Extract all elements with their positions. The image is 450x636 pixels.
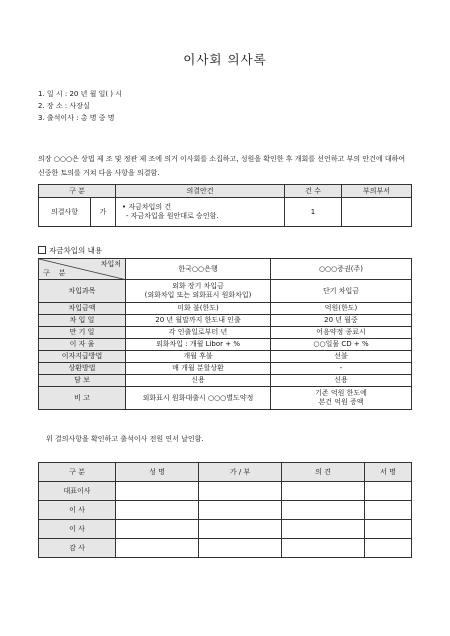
agenda-table (38, 184, 412, 227)
loan-row-securities-value: 선불 (271, 351, 412, 363)
agenda-header-count: 건 수 (285, 185, 342, 198)
sign-row (39, 482, 412, 501)
agenda-item-line1: • 자금차입의 건 (122, 203, 172, 211)
loan-col-securities: ○○○증권(주) (271, 259, 412, 280)
sign-name-cell[interactable] (116, 482, 199, 501)
agenda-item-cell (116, 198, 285, 227)
agenda-count: 1 (285, 198, 342, 227)
loan-row-label: 만 기 일 (39, 327, 126, 339)
loan-row-securities-value: 단기 차입금 (271, 280, 412, 303)
info-attendance-line: 3. 출석이사 : 총 명 중 명 (38, 114, 115, 122)
loan-diagonal-header (39, 259, 126, 280)
loan-row-bank-value: 미화 불(한도) (126, 303, 271, 315)
loan-row (39, 339, 412, 351)
sign-opinion-cell[interactable] (282, 520, 365, 539)
sign-header-category: 구 분 (39, 463, 116, 482)
agenda-row-ga: 가 (99, 207, 107, 216)
sign-signature-cell[interactable] (365, 520, 412, 539)
sign-vote-cell[interactable] (199, 501, 282, 520)
sign-vote-cell[interactable] (199, 482, 282, 501)
sign-opinion-cell[interactable] (282, 501, 365, 520)
section-loan-title (38, 245, 102, 256)
agenda-header-dept: 부의부서 (342, 185, 412, 198)
loan-row-bank-value: 외화차입 : 개월 Libor + % (126, 339, 271, 351)
loan-row-securities-value: - (271, 363, 412, 375)
loan-row (39, 375, 412, 387)
loan-row-label: 상환방법 (39, 363, 126, 375)
loan-row-label: 이 자 율 (39, 339, 126, 351)
closing-statement: 위 결의사항을 확인하고 출석이사 전원 연서 날인함. (46, 435, 204, 443)
square-bullet-icon (38, 246, 46, 254)
sign-row-label: 이 사 (39, 501, 116, 520)
document-title: 이사회 의사록 (183, 52, 267, 67)
loan-row-bank-value: 20 년 월말까지 한도내 인출 (126, 315, 271, 327)
sign-signature-cell[interactable] (365, 501, 412, 520)
signature-table (38, 462, 412, 558)
loan-row (39, 387, 412, 410)
loan-row-securities-value: 20 년 월중 (271, 315, 412, 327)
sign-name-cell[interactable] (116, 539, 199, 558)
loan-header-lender: 차입처 (100, 260, 121, 268)
loan-row (39, 303, 412, 315)
agenda-header-item: 의결안건 (116, 185, 285, 198)
loan-row (39, 351, 412, 363)
agenda-dept (342, 198, 412, 227)
sign-row-label: 대표이사 (39, 482, 116, 501)
sign-opinion-cell[interactable] (282, 539, 365, 558)
loan-row-securities-value: 신용 (271, 375, 412, 387)
sign-row (39, 520, 412, 539)
info-date-line: 1. 일 시 : 20 년 월 일( ) 시 (38, 90, 123, 98)
sign-signature-cell[interactable] (365, 539, 412, 558)
agenda-header-category: 구 분 (39, 185, 116, 198)
loan-row-bank-value: 신용 (126, 375, 271, 387)
sign-row-label: 감 사 (39, 539, 116, 558)
loan-row-securities-value: 기존 억원 한도에 본건 억원 증액 (271, 387, 412, 410)
sign-opinion-cell[interactable] (282, 482, 365, 501)
loan-row (39, 363, 412, 375)
sign-signature-cell[interactable] (365, 482, 412, 501)
loan-row (39, 280, 412, 303)
loan-row-label: 차입과목 (39, 280, 126, 303)
loan-row-label: 차 입 일 (39, 315, 126, 327)
loan-row-label: 비 고 (39, 387, 126, 410)
agenda-item-line2: - 자금차입을 원안대로 승인함. (126, 212, 219, 220)
loan-row-bank-value: 외화 장기 차입금 (외화차입 또는 외화표시 원화차입) (126, 280, 271, 303)
loan-row-bank-value: 각 인출일로부터 년 (126, 327, 271, 339)
loan-header-category: 구 분 (43, 269, 66, 277)
loan-row-label: 차입금액 (39, 303, 126, 315)
sign-header-name: 성 명 (116, 463, 199, 482)
intro-paragraph: 의장 ○○○은 상법 제 조 및 정관 제 조에 의거 이사회를 소집하고, 성원을 확인한 후 개회를 선언하고 부의 안건에 대하여 신중한 토의를 거쳐 다음 사항을 의결함. (38, 155, 406, 177)
loan-row-securities-value: ○○일물 CD + % (271, 339, 412, 351)
sign-header-signature: 서 명 (365, 463, 412, 482)
section-loan-label: 자금차입의 내용 (49, 246, 103, 255)
loan-row-label: 이자지급방법 (39, 351, 126, 363)
sign-vote-cell[interactable] (199, 539, 282, 558)
loan-row-bank-value: 외화표시 원화대출시 ○○○별도약정 (126, 387, 271, 410)
loan-row-securities-value: 억원(한도) (271, 303, 412, 315)
sign-header-vote: 가 / 부 (199, 463, 282, 482)
sign-name-cell[interactable] (116, 520, 199, 539)
sign-row (39, 501, 412, 520)
loan-row-label: 담 보 (39, 375, 126, 387)
loan-row-securities-value: 어음약정 종료시 (271, 327, 412, 339)
loan-row (39, 327, 412, 339)
loan-table (38, 258, 412, 410)
loan-row-bank-value: 매 개월 분할상환 (126, 363, 271, 375)
info-place-line: 2. 장 소 : 사장실 (38, 102, 90, 110)
sign-header-opinion: 의 견 (282, 463, 365, 482)
agenda-row-label-cell (39, 198, 116, 227)
sign-name-cell[interactable] (116, 501, 199, 520)
loan-row-bank-value: 개월 후불 (126, 351, 271, 363)
sign-row-label: 이 사 (39, 520, 116, 539)
agenda-row-label: 의결사항 (39, 198, 91, 226)
loan-row (39, 315, 412, 327)
sign-vote-cell[interactable] (199, 520, 282, 539)
loan-col-bank: 한국○○은행 (126, 259, 271, 280)
sign-row (39, 539, 412, 558)
